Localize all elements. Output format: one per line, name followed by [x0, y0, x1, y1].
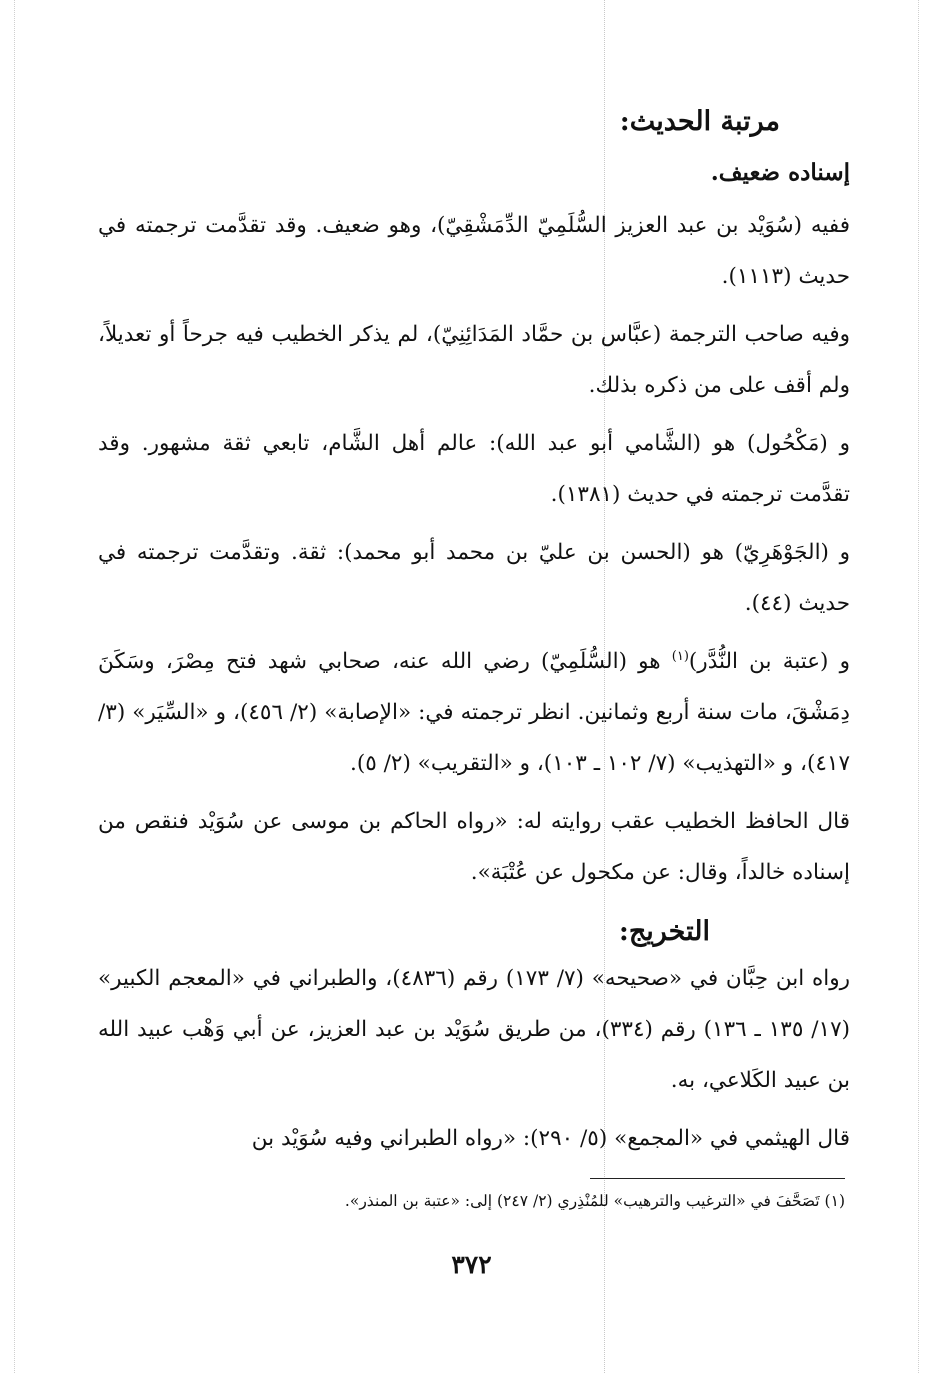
paragraph-utba — [98, 636, 850, 789]
paragraph-khatib-quote: قال الحافظ الخطيب عقب روايته له: «رواه الحاكم بن موسى عن سُوَيْد فنقص من إسناده خالداً، وقال: عن مكحول عن عُتْبَة». — [98, 809, 850, 886]
heading-hadith-rank: مرتبة الحديث: — [619, 106, 780, 137]
footnote-separator — [590, 1178, 845, 1179]
footnote-1: (١) تَصَحَّفَ في «الترغيب والترهيب» للمُنْذِري (٢/ ٢٤٧) إلى: «عتبة بن المنذر». — [344, 1192, 845, 1210]
page-number: ٣٧٢ — [451, 1250, 492, 1279]
utba-text-rest: هو (السُّلَمِيّ) رضي الله عنه، صحابي شهد فتح مِصْرَ، وسَكَنَ دِمَشْقَ، مات سنة أربع وثمانين. انظر ترجمته في: «الإصابة» (٢/ ٤٥٦)، و «السِّيَر» (٣/ ٤١٧)، و «التهذيب» (٧/ ١٠٢ ـ ١٠٣)، و «التقريب» (٢/ ٥). — [98, 649, 851, 777]
main-text — [98, 100, 850, 1171]
heading-takhrij: التخريج: — [618, 916, 710, 948]
paragraph-abbas: وفيه صاحب الترجمة (عبَّاس بن حمَّاد المَدَائِنِيّ)، لم يذكر الخطيب فيه جرحاً أو تعديلاً، ولم أقف على من ذكره بذلك. — [98, 322, 850, 399]
paragraph-haythami: قال الهيثمي في «المجمع» (٥/ ٢٩٠): «رواه الطبراني وفيه سُوَيْد بن — [251, 1126, 850, 1152]
footnote-marker: (١) — [671, 649, 689, 665]
paragraph-suwayd: ففيه (سُوَيْد بن عبد العزيز السُّلَمِيّ الدِّمَشْقِيّ)، وهو ضعيف. وقد تقدَّمت ترجمته في حديث (١١١٣). — [98, 213, 850, 290]
paragraph-ibn-hibban: رواه ابن حِبَّان في «صحيحه» (٧/ ١٧٣) رقم (٤٨٣٦)، والطبراني في «المعجم الكبير» (١٧/ ١٣٥ ـ ١٣٦) رقم (٣٣٤)، من طريق سُوَيْد بن عبد العزيز، عن أبي وَهْب عبيد الله بن عبيد الكَلاعي، به. — [98, 966, 851, 1094]
paragraph-jawhari: و (الجَوْهَرِيّ) هو (الحسن بن عليّ بن محمد أبو محمد): ثقة. وتقدَّمت ترجمته في حديث (٤٤). — [98, 540, 850, 617]
scan-edge-right — [918, 0, 919, 1373]
utba-text-start: و (عتبة بن النُّدَّر) — [688, 649, 850, 675]
isnad-verdict: إسناده ضعيف. — [710, 159, 850, 187]
scan-edge-left — [14, 0, 15, 1373]
paragraph-makhul: و (مَكْحُول) هو (الشَّامي أبو عبد الله): عالم أهل الشَّام، تابعي ثقة مشهور. وقد تقدَّمت ترجمته في حديث (١٣٨١). — [98, 431, 850, 508]
